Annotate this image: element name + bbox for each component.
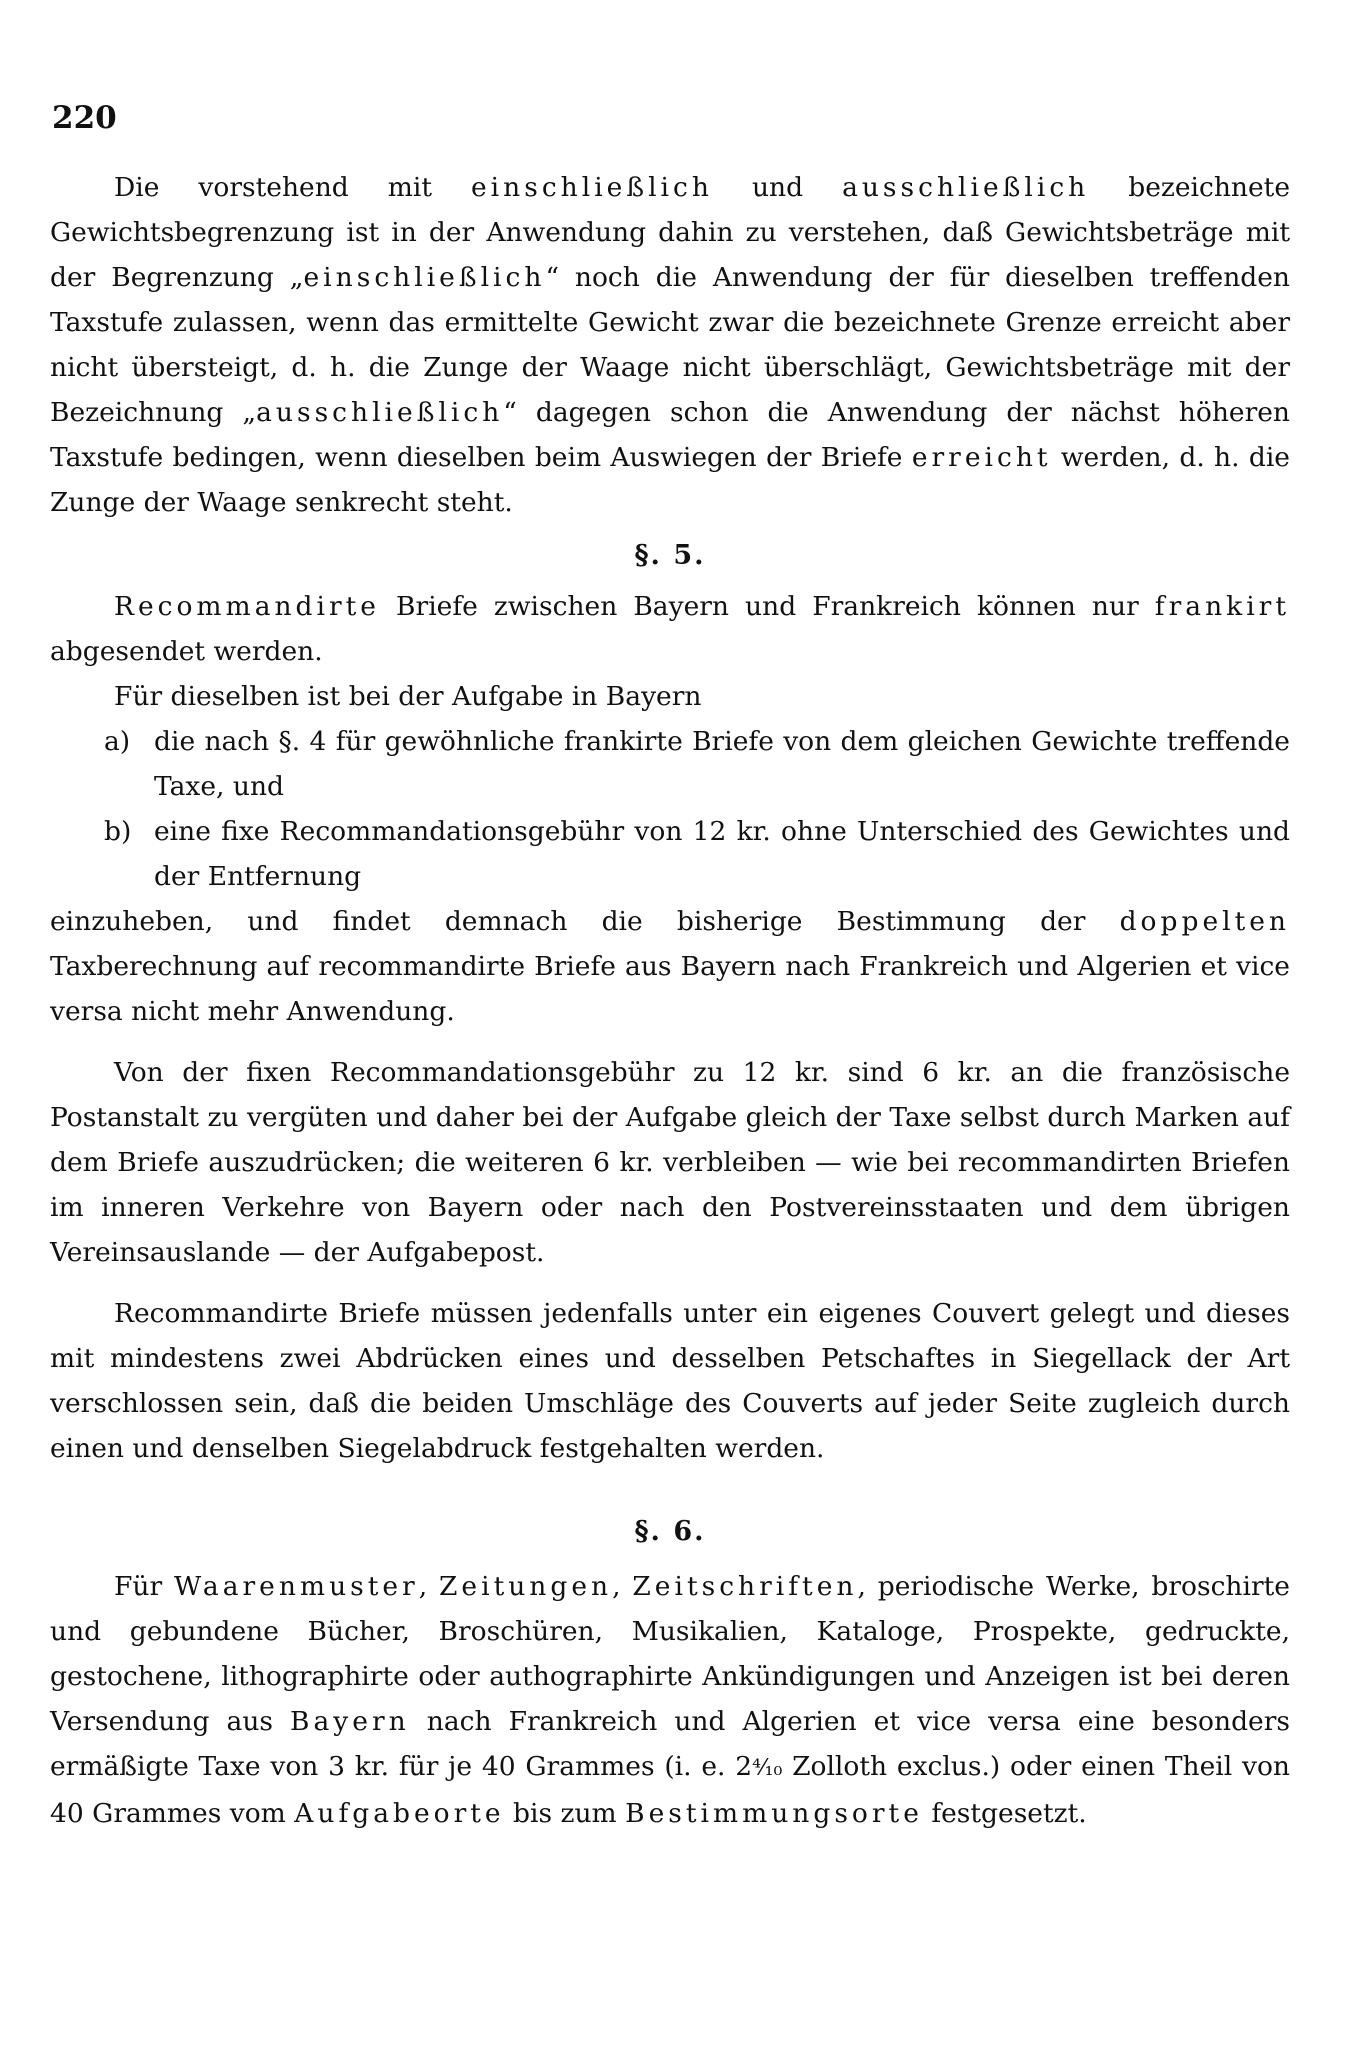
text-run: nach Frankreich und Algerien et vice versa eine besonders ermäßigte Taxe von 3 kr. für je 40 Grammes (i. e. 2	[50, 1706, 1290, 1782]
list-item	[50, 809, 1290, 899]
emphasis-word: Bestimmungsorte	[625, 1798, 923, 1829]
intro-paragraph	[50, 165, 1290, 525]
emphasis-word: Zeitungen	[439, 1571, 613, 1602]
page-body	[50, 165, 1290, 1836]
emphasis-word: Zeitschriften	[632, 1571, 858, 1602]
text-run: abgesendet werden.	[50, 636, 323, 667]
emphasis-word: Waarenmuster	[173, 1571, 419, 1602]
text-run: und	[712, 172, 843, 203]
text-run: “ dagegen schon die Anwendung der nächst höheren Taxstufe bedingen, wenn dieselben beim Auswiegen der Briefe	[50, 397, 1290, 473]
emphasis-word: einschließlich	[303, 262, 546, 293]
list-item	[50, 719, 1290, 809]
emphasis-word: einschließlich	[471, 172, 713, 203]
emphasis-word: frankirt	[1154, 591, 1290, 622]
section5-paragraph-2-lead: Für dieselben ist bei der Aufgabe in Bayern	[114, 681, 702, 712]
section5-paragraph-1	[50, 584, 1290, 674]
section5-paragraph-2-tail	[50, 899, 1290, 1034]
text-run: werden, d. h. die Zunge der Waage senkrecht steht.	[50, 442, 1290, 518]
section-heading-6: §. 6.	[634, 1516, 706, 1547]
text-run: Zolloth exclus.) oder einen Theil von 40 Grammes vom	[50, 1751, 1291, 1829]
emphasis-word: Aufgabeorte	[294, 1798, 505, 1829]
text-run: einzuheben, und findet demnach die bisherige Bestimmung der	[50, 906, 1120, 937]
text-run: Die vorstehend mit	[114, 172, 471, 203]
text-run: festgesetzt.	[922, 1798, 1087, 1829]
list-marker: b)	[104, 816, 132, 847]
text-run: “ noch die Anwendung der für dieselben treffenden Taxstufe zulassen, wenn das ermittelte Gewicht zwar die bezeichnete Grenze erreicht aber nicht übersteigt, d. h. die Zunge der Waage nicht überschlägt, Gewichtsbeträge mit der Bezeichnung „	[50, 262, 1290, 428]
text-run: Briefe zwischen Bayern und Frankreich können nur	[380, 591, 1155, 622]
section5-paragraph-3: Von der fixen Recommandationsgebühr zu 12 kr. sind 6 kr. an die französische Postanstalt zu vergüten und daher bei der Aufgabe gleich der Taxe selbst durch Marken auf dem Briefe auszudrücken; die weiteren 6 kr. verbleiben — wie bei recommandirten Briefen im inneren Verkehre von Bayern oder nach den Postvereinsstaaten und dem übrigen Vereinsauslande — der Aufgabepost.	[50, 1057, 1290, 1268]
emphasis-word: ausschließlich	[256, 397, 504, 428]
text-run: , periodische Werke, broschirte und gebundene Bücher, Broschüren, Musikalien, Kataloge, Prospekte, gedruckte, gestochene, lithographirte oder authographirte Ankündigungen und Anzeigen ist bei deren Versendung aus	[50, 1571, 1290, 1737]
text-run: bezeichnete Gewichtsbegrenzung ist in der Anwendung dahin zu verstehen, daß Gewichtsbeträge mit der Begrenzung „	[50, 172, 1290, 293]
text-run: Taxberechnung auf recommandirte Briefe aus Bayern nach Frankreich und Algerien et vice versa nicht mehr Anwendung.	[50, 951, 1290, 1027]
emphasis-word: Recommandirte	[114, 591, 380, 622]
text-run: ,	[612, 1571, 633, 1602]
emphasis-word: erreicht	[911, 442, 1052, 473]
list-item-text: die nach §. 4 für gewöhnliche frankirte Briefe von dem gleichen Gewichte treffende Taxe, und	[154, 726, 1290, 802]
text-run: Für	[114, 1571, 174, 1602]
emphasis-word: Bayern	[290, 1706, 410, 1737]
section5-paragraph-4: Recommandirte Briefe müssen jedenfalls unter ein eigenes Couvert gelegt und dieses mit mindestens zwei Abdrücken eines und desselben Petschaftes in Siegellack der Art verschlossen sein, daß die beiden Umschläge des Couverts auf jeder Seite zugleich durch einen und denselben Siegelabdruck festgehalten werden.	[50, 1298, 1290, 1464]
list-item-text: eine fixe Recommandationsgebühr von 12 kr. ohne Unterschied des Gewichtes und der Entfernung	[154, 816, 1290, 892]
list-marker: a)	[104, 726, 131, 757]
section-heading-5: §. 5.	[634, 540, 706, 571]
text-run: ,	[418, 1571, 440, 1602]
emphasis-word: doppelten	[1119, 906, 1290, 937]
enumerated-list	[50, 719, 1290, 899]
section6-paragraph-1	[50, 1564, 1290, 1836]
fraction: ⁴⁄₁₀	[752, 1756, 783, 1781]
emphasis-word: ausschließlich	[842, 172, 1090, 203]
page-number: 220	[52, 100, 117, 136]
text-run: bis zum	[504, 1798, 626, 1829]
